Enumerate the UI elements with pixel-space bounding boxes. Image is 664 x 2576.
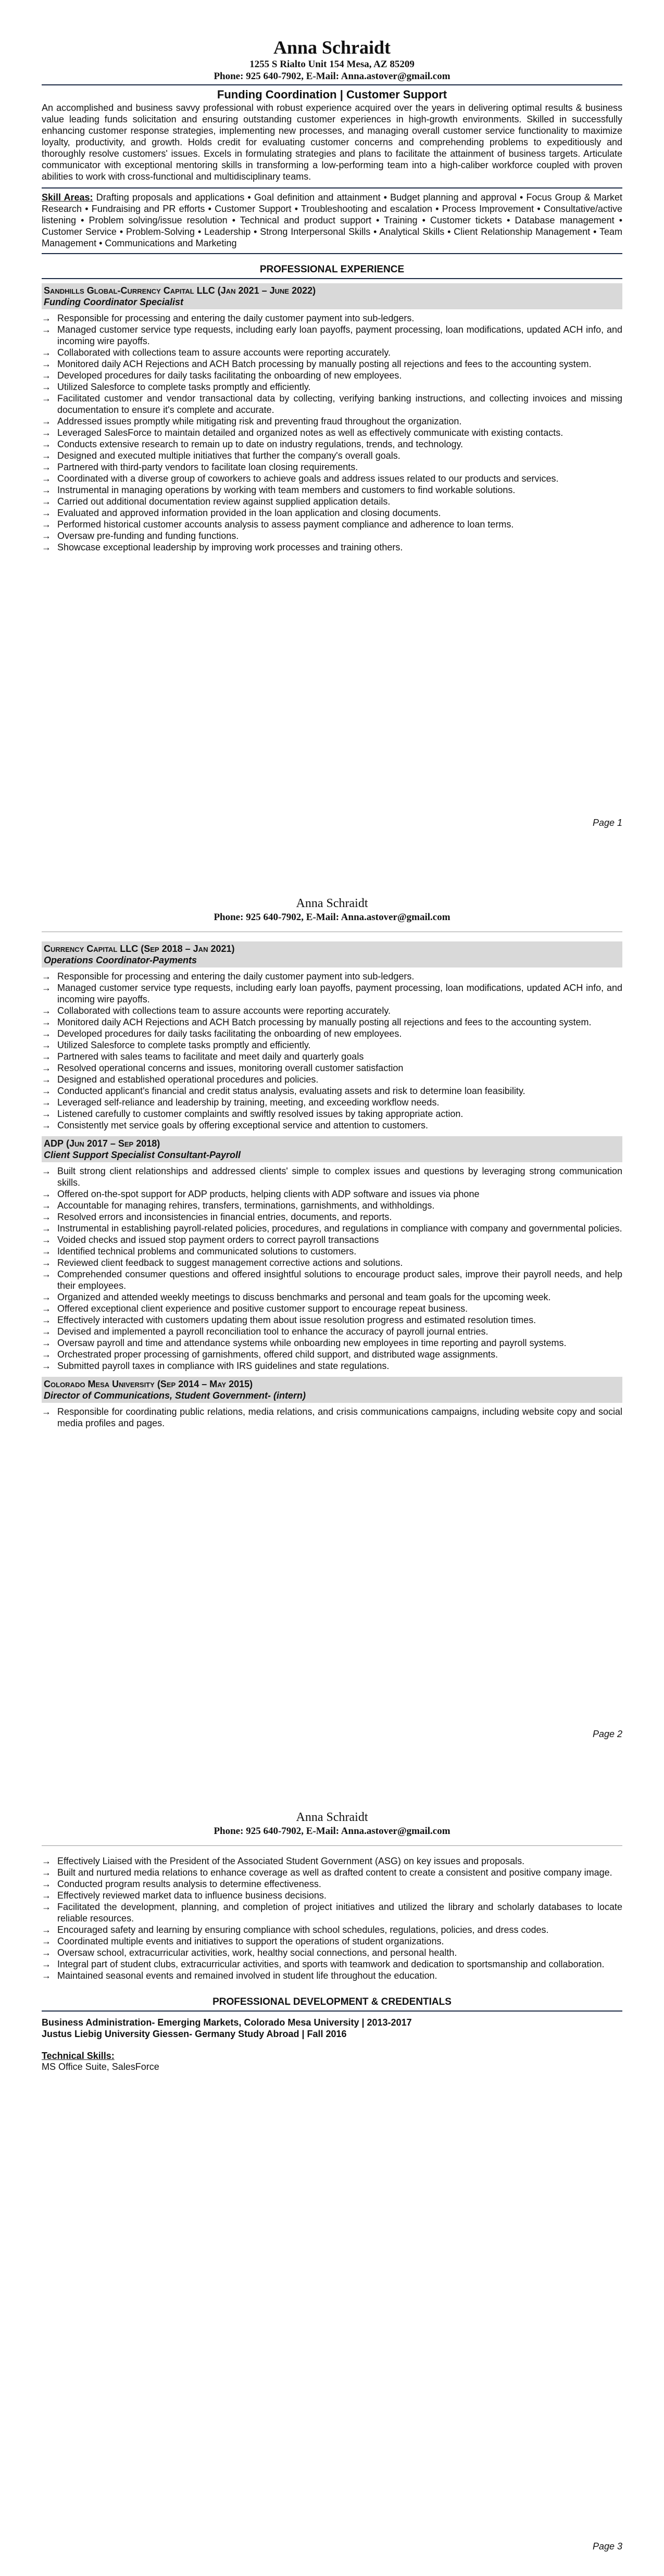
bullet-item: → Oversaw school, extracurricular activities, work, healthy social connections, and personal health. (42, 1947, 622, 1958)
bullet-item: → Leveraged SalesForce to maintain detailed and organized notes as well as effectively communicate with existing contacts. (42, 427, 622, 438)
contact-line: Phone: 925 640-7902, E-Mail: Anna.astover@gmail.com (214, 1826, 450, 1837)
bullet-item: → Designed and established operational procedures and policies. (42, 1074, 622, 1085)
bullet-item: → Voided checks and issued stop payment orders to correct payroll transactions (42, 1234, 622, 1246)
job-dates: (Jan 2021 – June 2022) (217, 285, 316, 296)
bullet-item: → Listened carefully to customer complaints and swiftly resolved issues by taking appropriate action. (42, 1108, 622, 1120)
job-entry (42, 1377, 622, 1429)
bullet-item: → Collaborated with collections team to assure accounts were reporting accurately. (42, 347, 622, 358)
bullet-item: → Oversaw pre-funding and funding functions. (42, 530, 622, 542)
job-bullets (42, 312, 622, 553)
bullet-item: → Designed and executed multiple initiatives that further the company's overall goals. (42, 450, 622, 461)
bullet-item: → Submitted payroll taxes in compliance with IRS guidelines and state regulations. (42, 1360, 622, 1372)
skill-areas (42, 192, 622, 249)
bullet-item: → Offered exceptional client experience and positive customer support to encourage repeat business. (42, 1303, 622, 1314)
bullet-item: → Orchestrated proper processing of garnishments, offered child support, and distributed wage assignments. (42, 1349, 622, 1360)
page-number: Page 2 (592, 1729, 622, 1739)
divider (42, 84, 622, 85)
experience-heading: PROFESSIONAL EXPERIENCE (259, 264, 405, 275)
bullet-item: → Conducted applicant's financial and credit status analysis, evaluating assets and risk to determine loan feasibility. (42, 1085, 622, 1097)
page-number: Page 3 (592, 2541, 622, 2552)
skills-text: Drafting proposals and applications • Goal definition and attainment • Budget planning and approval • Focus Group & Market Research • Fundraising and PR efforts • Customer Support • Troubleshooting and escalation • Process Improvement • Consultative/active listening • Problem solving/issue resolution • Technical and product support • Training • Customer tickets • Database management • Customer Service • Problem-Solving • Leadership • Strong Interpersonal Skills • Analytical Skills • Client Relationship Management • Team Management • Communications and Marketing (42, 192, 622, 248)
job-dates: (Jun 2017 – Sep 2018) (66, 1138, 160, 1149)
bullet-item: → Showcase exceptional leadership by improving work processes and training others. (42, 542, 622, 553)
bullet-item: → Effectively reviewed market data to influence business decisions. (42, 1890, 622, 1901)
development-heading: PROFESSIONAL DEVELOPMENT & CREDENTIALS (212, 1996, 452, 2007)
technical-skills-text: MS Office Suite, SalesForce (42, 2062, 159, 2072)
education-item: Business Administration- Emerging Markets, Colorado Mesa University | 2013-2017 (42, 2017, 412, 2028)
page-2 (42, 896, 622, 1429)
bullet-item: → Addressed issues promptly while mitigating risk and preventing fraud throughout the organization. (42, 416, 622, 427)
divider (42, 278, 622, 279)
bullet-item: → Maintained seasonal events and remained involved in student life throughout the education. (42, 1970, 622, 1981)
page-1 (42, 36, 622, 553)
bullet-item: → Consistently met service goals by offering exceptional service and attention to customers. (42, 1120, 622, 1131)
divider (42, 187, 622, 189)
contact-line: Phone: 925 640-7902, E-Mail: Anna.astover@gmail.com (214, 912, 450, 923)
bullet-item: → Utilized Salesforce to complete tasks promptly and efficiently. (42, 1039, 622, 1051)
bullet-item: → Built strong client relationships and addressed clients' simple to complex issues and questions by leveraging strong communication skills. (42, 1165, 622, 1188)
bullet-item: → Monitored daily ACH Rejections and ACH Batch processing by manually posting all rejections and fees to the accounting system. (42, 1016, 622, 1028)
bullet-item: → Integral part of student clubs, extracurricular activities, and sports with teamwork and dedication to sportsmanship and collaboration. (42, 1958, 622, 1970)
bullet-item: → Performed historical customer accounts analysis to assess payment compliance and adherence to loan terms. (42, 519, 622, 530)
education-item: Justus Liebig University Giessen- Germany Study Abroad | Fall 2016 (42, 2029, 347, 2039)
bullet-item: → Effectively interacted with customers updating them about issue resolution progress and estimated resolution times. (42, 1314, 622, 1326)
job-company: Colorado Mesa University (44, 1379, 155, 1389)
bullet-item: → Coordinated with a diverse group of coworkers to achieve goals and address issues related to our products and services. (42, 473, 622, 484)
job-company: Sandhills Global-Currency Capital LLC (44, 285, 215, 296)
bullet-item: → Managed customer service type requests, including early loan payoffs, payment processing, loan modifications, updated ACH info, and incoming wire payoffs. (42, 982, 622, 1005)
skills-label: Skill Areas: (42, 192, 93, 203)
bullet-item: → Devised and implemented a payroll reconciliation tool to enhance the accuracy of payroll journal entries. (42, 1326, 622, 1337)
technical-skills-label: Technical Skills: (42, 2051, 115, 2061)
bullet-item: → Carried out additional documentation review against supplied application details. (42, 496, 622, 507)
job-role: Operations Coordinator-Payments (44, 955, 197, 965)
page-number: Page 1 (592, 818, 622, 828)
job-header (42, 283, 622, 309)
divider (42, 1845, 622, 1846)
candidate-name: Anna Schraidt (296, 1811, 368, 1824)
bullet-item: → Comprehended consumer questions and offered insightful solutions to encourage product sales, improve their payroll needs, and help their employees. (42, 1268, 622, 1291)
bullet-item: → Accountable for managing rehires, transfers, terminations, garnishments, and withholdings. (42, 1200, 622, 1211)
bullet-item: → Instrumental in managing operations by working with team members and customers to find workable solutions. (42, 484, 622, 496)
bullet-item: → Facilitated customer and vendor transactional data by collecting, verifying banking instructions, and collecting invoices and missing documentation to ensure it's complete and accurate. (42, 393, 622, 416)
education-list (42, 2017, 622, 2040)
bullet-item: → Leveraged self-reliance and leadership by training, meeting, and exceeding workflow needs. (42, 1097, 622, 1108)
contact-line: Phone: 925 640-7902, E-Mail: Anna.astover@gmail.com (214, 71, 450, 82)
bullet-item: → Oversaw payroll and time and attendance systems while onboarding new employees in time reporting and payroll systems. (42, 1337, 622, 1349)
bullet-item: → Responsible for processing and entering the daily customer payment into sub-ledgers. (42, 312, 622, 324)
bullet-item: → Encouraged safety and learning by ensuring compliance with school schedules, regulations, policies, and dress codes. (42, 1924, 622, 1936)
bullet-item: → Developed procedures for daily tasks facilitating the onboarding of new employees. (42, 1028, 622, 1039)
candidate-name: Anna Schraidt (296, 897, 368, 910)
bullet-item: → Resolved operational concerns and issues, monitoring overall customer satisfaction (42, 1062, 622, 1074)
bullet-item: → Developed procedures for daily tasks facilitating the onboarding of new employees. (42, 370, 622, 381)
bullet-item: → Instrumental in establishing payroll-related policies, procedures, and regulations in compliance with company and governmental policies. (42, 1223, 622, 1234)
bullet-item: → Partnered with sales teams to facilitate and meet daily and quarterly goals (42, 1051, 622, 1062)
bullet-item: → Partnered with third-party vendors to facilitate loan closing requirements. (42, 461, 622, 473)
job-company: ADP (44, 1138, 64, 1149)
bullet-item: → Resolved errors and inconsistencies in financial entries, documents, and reports. (42, 1211, 622, 1223)
divider (42, 2010, 622, 2012)
bullet-item: → Conducted program results analysis to determine effectiveness. (42, 1878, 622, 1890)
technical-skills (42, 2050, 622, 2072)
address: 1255 S Rialto Unit 154 Mesa, AZ 85209 (249, 59, 415, 70)
job-bullets-continued (42, 1855, 622, 1981)
candidate-name: Anna Schraidt (273, 37, 391, 58)
bullet-item: → Collaborated with collections team to assure accounts were reporting accurately. (42, 1005, 622, 1016)
bullet-item: → Coordinated multiple events and initiatives to support the operations of student organizations. (42, 1936, 622, 1947)
job-dates: (Sep 2018 – Jan 2021) (141, 944, 235, 954)
bullet-item: → Utilized Salesforce to complete tasks promptly and efficiently. (42, 381, 622, 393)
bullet-item: → Organized and attended weekly meetings to discuss benchmarks and personal and team goals for the upcoming week. (42, 1291, 622, 1303)
job-header (42, 1377, 622, 1403)
bullet-item: → Reviewed client feedback to suggest management corrective actions and solutions. (42, 1257, 622, 1268)
job-role: Funding Coordinator Specialist (44, 297, 184, 307)
job-entry (42, 1136, 622, 1372)
job-role: Director of Communications, Student Government- (intern) (44, 1390, 306, 1401)
job-bullets (42, 1406, 622, 1429)
job-company: Currency Capital LLC (44, 944, 139, 954)
job-bullets (42, 1165, 622, 1372)
resume-title: Funding Coordination | Customer Support (217, 88, 447, 101)
job-entry (42, 941, 622, 1131)
bullet-item: → Responsible for processing and entering the daily customer payment into sub-ledgers. (42, 971, 622, 982)
bullet-item: → Monitored daily ACH Rejections and ACH Batch processing by manually posting all rejections and fees to the accounting system. (42, 358, 622, 370)
job-bullets (42, 971, 622, 1131)
bullet-item: → Identified technical problems and communicated solutions to customers. (42, 1246, 622, 1257)
bullet-item: → Managed customer service type requests, including early loan payoffs, payment processing, loan modifications, updated ACH info, and incoming wire payoffs. (42, 324, 622, 347)
job-entry (42, 283, 622, 553)
bullet-item: → Facilitated the development, planning, and completion of project initiatives and utilized the library and scholarly databases to locate reliable resources. (42, 1901, 622, 1924)
divider (42, 253, 622, 254)
job-dates: (Sep 2014 – May 2015) (157, 1379, 253, 1389)
job-header (42, 1136, 622, 1162)
bullet-item: → Evaluated and approved information provided in the loan application and closing documents. (42, 507, 622, 519)
bullet-item: → Responsible for coordinating public relations, media relations, and crisis communications campaigns, including website copy and social media profiles and pages. (42, 1406, 622, 1429)
bullet-item: → Conducts extensive research to remain up to date on industry regulations, trends, and technology. (42, 438, 622, 450)
bullet-item: → Effectively Liaised with the President of the Associated Student Government (ASG) on key issues and proposals. (42, 1855, 622, 1867)
job-role: Client Support Specialist Consultant-Payroll (44, 1150, 241, 1160)
bullet-item: → Offered on-the-spot support for ADP products, helping clients with ADP software and issues via phone (42, 1188, 622, 1200)
page-3 (42, 1810, 622, 2072)
bullet-item: → Built and nurtured media relations to enhance coverage as well as drafted content to create a consistent and positive company image. (42, 1867, 622, 1878)
summary: An accomplished and business savvy professional with robust experience acquired over the years in delivering optimal results & business value leading funds solicitation and ensuring outstanding customer experiences in high-growth environments. Skilled in successfully enhancing customer response strategies, implementing new processes, and managing overall customer service functionality to maximize loyalty, productivity, and growth. Holds credit for evaluating customer concerns and comprehending problems to expeditiously and thoroughly resolve customers' issues. Excels in formulating strategies and plans to facilitate the attainment of business targets. Articulate communicator with exceptional mentoring skills in transforming a low-performing team into a high-caliber workforce coupled with proven abilities to work with cross-functional and multidisciplinary teams. (42, 103, 622, 182)
job-header (42, 941, 622, 967)
